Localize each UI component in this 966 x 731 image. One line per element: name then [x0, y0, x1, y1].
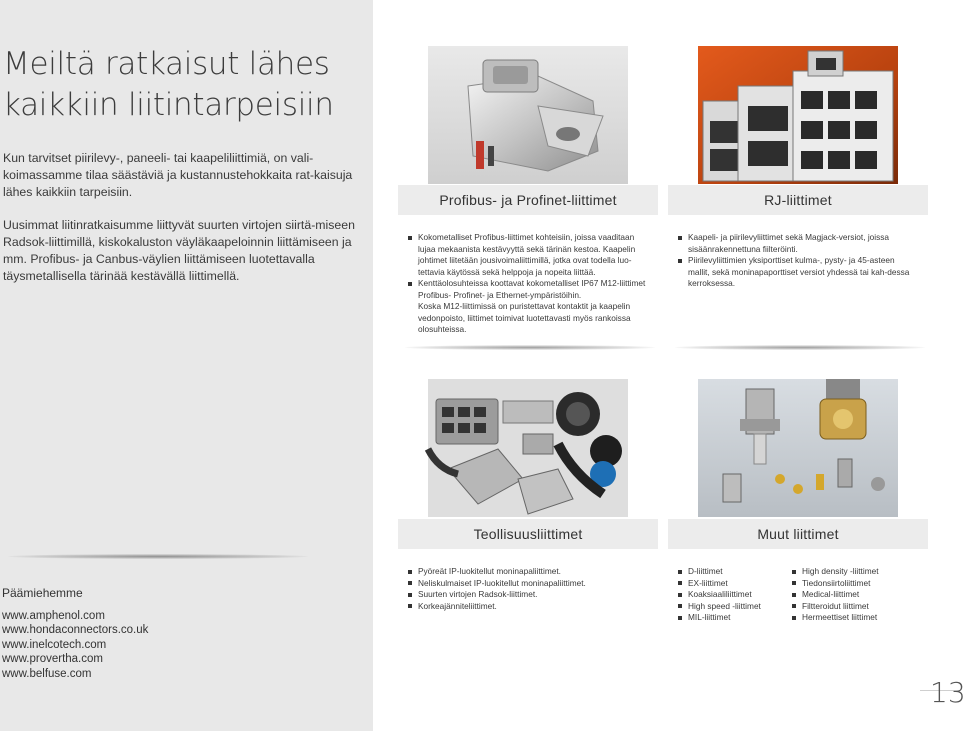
intro-text: [3, 150, 363, 285]
list-item: Kokometalliset Profibus-liittimet kohteisiin, joissa vaaditaan lujaa mekaanista kestävyyttä sekä tärinän kestoa. Kaapelin johtimet liitetään jousivoimaliittimillä, jotka ovat todella luo-tettavia käytössä sekä helppoja ja nopeita liittää.: [408, 232, 648, 278]
column-divider-shadow: [405, 345, 655, 350]
list-item: Suurten virtojen Radsok-liittimet.: [408, 589, 648, 601]
list-item: Koaksiaaliliittimet: [678, 589, 788, 601]
intro-paragraph-2: Uusimmat liitinratkaisumme liittyvät suurten virtojen siirtä-miseen Radsok-liittimillä, kiskokaluston väyläkaapeloinnin liittämiseen ja mm. Profibus- ja Canbus-väylien liittämiseen luotettavalla täysmetallisella tärinää kestävällä liittimellä.: [3, 218, 355, 283]
column-divider-shadow: [675, 345, 925, 350]
list-item: EX-liittimet: [678, 578, 788, 590]
list-item: High density -liittimet: [792, 566, 917, 578]
list-item: Korkeajänniteliittimet.: [408, 601, 648, 613]
partner-link-belfuse[interactable]: www.belfuse.com: [2, 667, 92, 680]
headline-line-1: Meiltä ratkaisut lähes: [3, 46, 330, 82]
other-connector-photo: [698, 379, 898, 517]
partner-link-inelco[interactable]: www.inelcotech.com: [2, 638, 107, 651]
partners-block: [2, 586, 362, 681]
rj-feature-list: [678, 232, 913, 290]
rj-connector-photo: [698, 46, 898, 184]
partner-link-amphenol[interactable]: www.amphenol.com: [2, 609, 105, 622]
list-item: Kaapeli- ja piirilevyliittimet sekä Magjack-versiot, joissa sisäänrakennettuna fiilteröinti.: [678, 232, 913, 255]
list-item: Kenttäolosuhteissa koottavat kokometalliset IP67 M12-liittimet Profibus- Profinet- ja Ethernet-ympäristöihin.: [408, 278, 648, 301]
list-item: Filtteroidut liittimet: [792, 601, 917, 613]
list-item: Medical-liittimet: [792, 589, 917, 601]
list-item: Pyöreät IP-luokitellut moninapaliittimet.: [408, 566, 648, 578]
intro-paragraph-1: Kun tarvitset piirilevy-, paneeli- tai kaapeliliittimiä, on vali-koimassamme tilaa säästäviä ja kustannustehokkaita rat-kaisuja lähes kaikkiin tarpeisiin.: [3, 151, 353, 199]
page-number: 13: [930, 676, 966, 709]
partners-heading: Päämiehemme: [2, 586, 83, 600]
section-title-other: [668, 519, 928, 549]
industrial-feature-list: [408, 566, 648, 612]
industrial-connector-photo: [428, 379, 628, 517]
list-item: D-liittimet: [678, 566, 788, 578]
industrial-title: Teollisuusliittimet: [473, 526, 583, 542]
headline-line-2: kaikkiin liitintarpeisiin: [3, 87, 334, 123]
sidebar-divider-shadow: [8, 554, 308, 559]
page-headline: [3, 44, 363, 126]
rj-title: RJ-liittimet: [764, 192, 832, 208]
partner-link-honda[interactable]: www.hondaconnectors.co.uk: [2, 624, 149, 636]
list-item: Tiedonsiirtoliittimet: [792, 578, 917, 590]
profibus-connector-photo: [428, 46, 628, 184]
list-item: MIL-liittimet: [678, 612, 788, 624]
section-title-profibus: [398, 185, 658, 215]
list-item: Hermeettiset liittimet: [792, 612, 917, 624]
list-item: Piirilevyliittimien yksiporttiset kulma-, pysty- ja 45-asteen mallit, sekä moninapaporttiset versiot yhdessä tai kah-dessa kerroksessa.: [678, 255, 913, 290]
partner-link-provertha[interactable]: www.provertha.com: [2, 653, 103, 665]
list-item: Neliskulmaiset IP-luokitellut moninapaliittimet.: [408, 578, 648, 590]
section-title-industrial: [398, 519, 658, 549]
profibus-feature-list: [408, 232, 648, 336]
profibus-title: Profibus- ja Profinet-liittimet: [439, 192, 617, 208]
other-feature-list-1: [678, 566, 788, 624]
section-title-rj: [668, 185, 928, 215]
other-title: Muut liittimet: [757, 526, 839, 542]
other-feature-list-2: [792, 566, 917, 624]
list-item: Koska M12-liittimissä on puristettavat kontaktit ja kaapelin vedonpoisto, liittimet toimivat luotettavasti myös rankoissa olosuhteissa.: [418, 301, 631, 334]
list-item: High speed -liittimet: [678, 601, 788, 613]
